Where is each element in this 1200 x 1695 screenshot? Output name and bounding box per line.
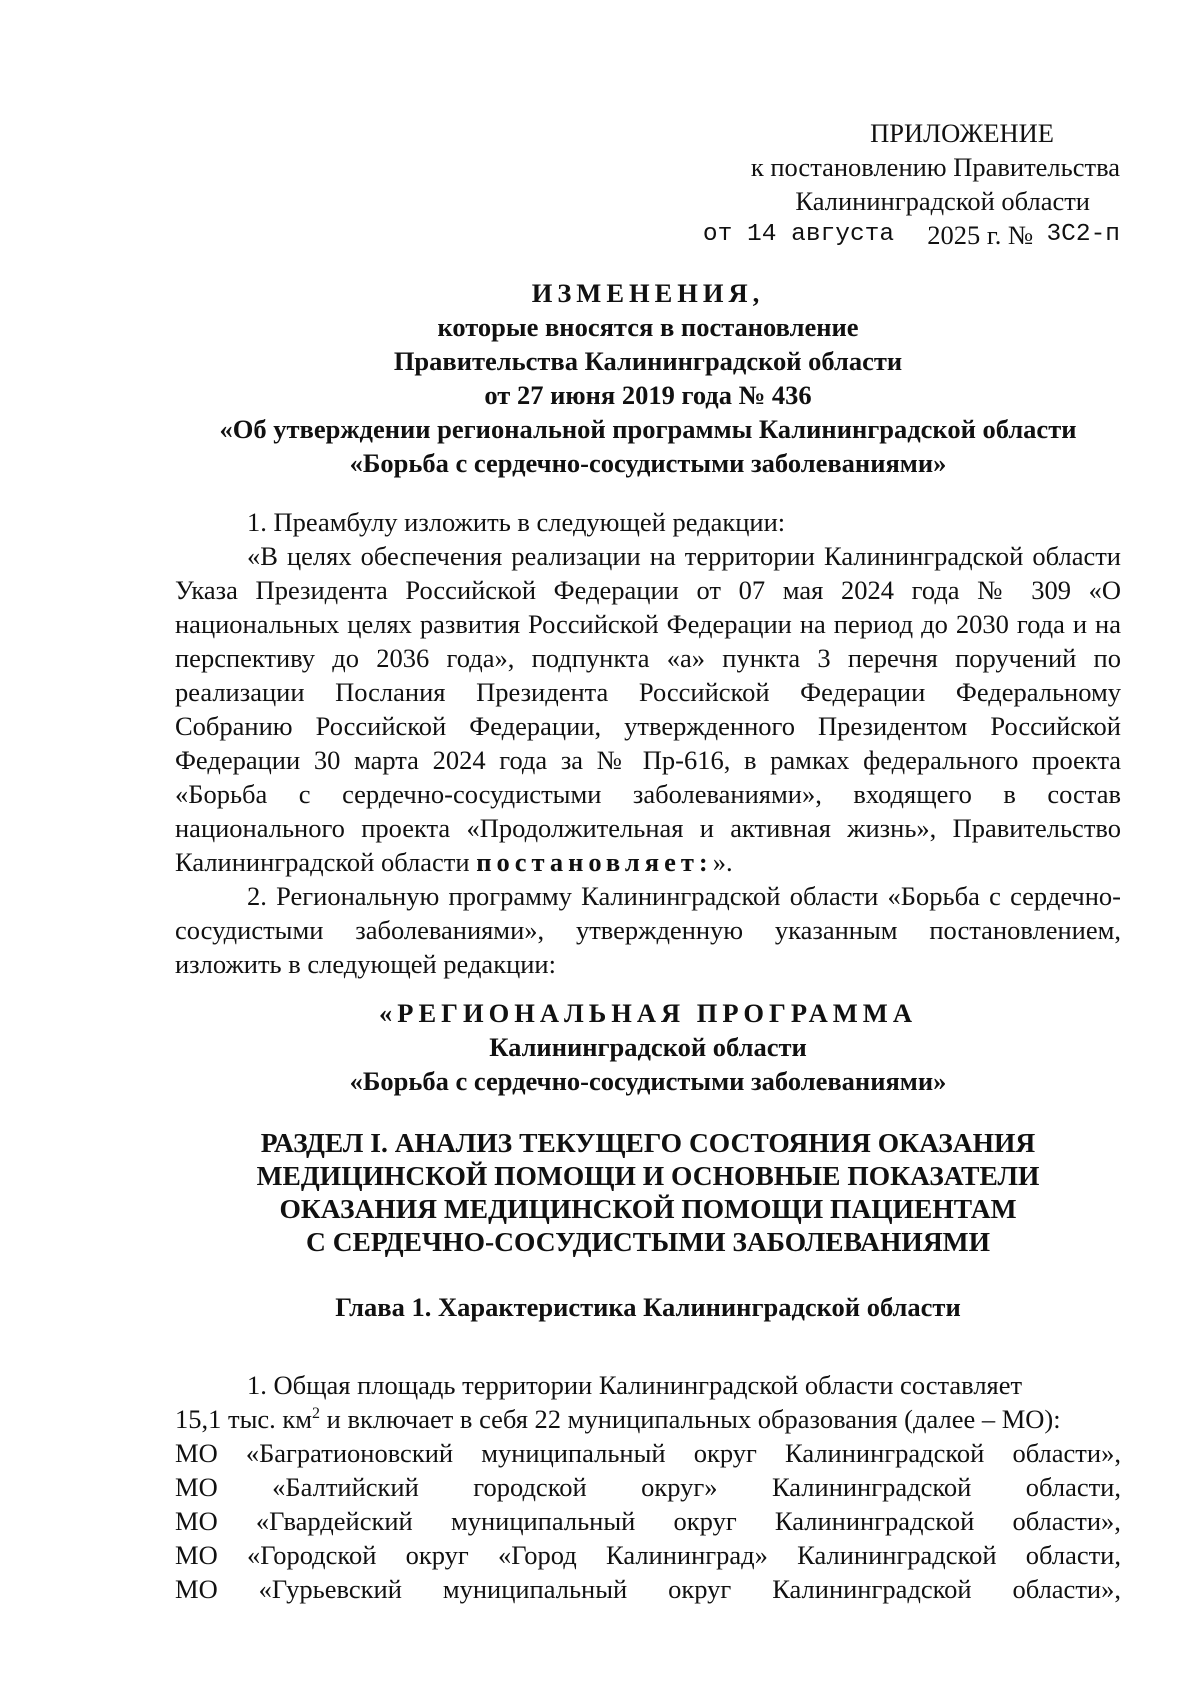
municipality-line — [175, 1470, 1121, 1504]
appendix-title: ПРИЛОЖЕНИЕ — [870, 118, 1054, 148]
appendix-date — [650, 218, 1120, 252]
municipality-word: округ — [693, 1438, 757, 1468]
program-heading: «РЕГИОНАЛЬНАЯ ПРОГРАММА — [379, 998, 917, 1028]
paragraph-2: 2. Региональную программу Калининградской области «Борьба с сердечно-сосудистыми заболеваниями», утвержденную указанным постановлением, изложить в следующей редакции: — [175, 881, 1121, 979]
program-line-1: Калининградской области — [489, 1032, 807, 1062]
changes-title-block — [175, 276, 1121, 480]
municipality-word: округ» — [641, 1472, 718, 1502]
municipality-word: Калининградской — [774, 1506, 975, 1536]
municipality-word: области», — [1012, 1574, 1121, 1604]
territory-mo-count: и включает в себя 22 муниципальных образования (далее – МО): — [320, 1404, 1061, 1434]
appendix-number: 3С2-п — [1046, 221, 1120, 248]
preamble-keyword: постановляет: — [476, 847, 713, 877]
municipality-word: Калининградской — [771, 1472, 972, 1502]
chapter-heading: Глава 1. Характеристика Калининградской области — [335, 1292, 961, 1322]
territory-area-sup: 2 — [312, 1405, 321, 1423]
appendix-date-prefix: от 14 августа — [702, 221, 895, 248]
municipality-line — [175, 1436, 1121, 1470]
municipality-word: Калининград» — [606, 1540, 768, 1570]
territory-line-2 — [175, 1402, 1121, 1436]
program-title-block — [175, 996, 1121, 1098]
amendment-body — [175, 505, 1121, 981]
municipality-word: муниципальный — [481, 1438, 666, 1468]
paragraph-1: 1. Преамбулу изложить в следующей редакции: — [247, 507, 786, 537]
municipality-word: «Город — [498, 1540, 577, 1570]
municipality-word: области», — [1012, 1506, 1121, 1536]
municipality-list — [175, 1436, 1121, 1606]
changes-line-5: «Борьба с сердечно-сосудистыми заболеваниями» — [349, 448, 947, 478]
changes-line-4: «Об утверждении региональной программы Калининградской области — [219, 414, 1077, 444]
changes-line-1: которые вносятся в постановление — [437, 312, 859, 342]
municipality-word: «Городской — [246, 1540, 377, 1570]
changes-line-2: Правительства Калининградской области — [393, 346, 903, 376]
municipality-word: округ — [405, 1540, 469, 1570]
municipality-line — [175, 1504, 1121, 1538]
municipality-word: Калининградской — [785, 1438, 985, 1468]
municipality-word: муниципальный — [450, 1506, 636, 1536]
municipality-word: области, — [1025, 1472, 1121, 1502]
municipality-word: МО — [175, 1438, 218, 1468]
preamble-text: «В целях обеспечения реализации на территории Калининградской области Указа Президента Российской Федерации от 07 мая 2024 года № 309 «О национальных целях развития Российской Федерации на период до 2030 года и на перспективу до 2036 года», подпункта «а» пункта 3 перечня поручений по реализации Послания Президента Российской Федерации Федеральному Собранию Российской Федерации, утвержденного Президентом Российской Федерации 30 марта 2024 года за № Пр-616, в рамках федерального проекта «Борьба с сердечно-сосудистыми заболеваниями», входящего в состав национального проекта «Продолжительная и активная жизнь», Правительство Калининградской области — [175, 541, 1121, 877]
municipality-word: МО — [175, 1574, 218, 1604]
chapter-body — [175, 1368, 1121, 1606]
municipality-word: «Гурьевский — [258, 1574, 402, 1604]
section-line-3: ОКАЗАНИЯ МЕДИЦИНСКОЙ ПОМОЩИ ПАЦИЕНТАМ — [279, 1193, 1017, 1224]
municipality-word: Калининградской — [772, 1574, 972, 1604]
territory-line-1: 1. Общая площадь территории Калининградской области составляет — [247, 1370, 1023, 1400]
municipality-word: «Гвардейский — [255, 1506, 413, 1536]
municipality-word: «Балтийский — [272, 1472, 419, 1502]
section-line-4: С СЕРДЕЧНО-СОСУДИСТЫМИ ЗАБОЛЕВАНИЯМИ — [305, 1226, 991, 1257]
municipality-word: округ — [668, 1574, 732, 1604]
appendix-line-2: Калининградской области — [795, 186, 1090, 216]
municipality-word: МО — [175, 1506, 218, 1536]
section-line-1: РАЗДЕЛ I. АНАЛИЗ ТЕКУЩЕГО СОСТОЯНИЯ ОКАЗАНИЯ — [260, 1127, 1036, 1158]
appendix-date-year: 2025 г. № — [927, 220, 1034, 250]
changes-heading: ИЗМЕНЕНИЯ, — [531, 278, 765, 308]
paragraph-preamble — [175, 539, 1121, 879]
municipality-word: городской — [473, 1472, 587, 1502]
appendix-block — [650, 116, 1120, 252]
changes-line-3: от 27 июня 2019 года № 436 — [484, 380, 812, 410]
section-line-2: МЕДИЦИНСКОЙ ПОМОЩИ И ОСНОВНЫЕ ПОКАЗАТЕЛИ — [256, 1160, 1040, 1191]
municipality-word: области», — [1012, 1438, 1121, 1468]
municipality-word: муниципальный — [442, 1574, 628, 1604]
municipality-line — [175, 1572, 1121, 1606]
program-line-2: «Борьба с сердечно-сосудистыми заболеваниями» — [349, 1066, 947, 1096]
municipality-word: области, — [1025, 1540, 1121, 1570]
municipality-word: Калининградской — [797, 1540, 997, 1570]
municipality-word: МО — [175, 1472, 218, 1502]
section-heading — [175, 1126, 1121, 1258]
territory-area: 15,1 тыс. км — [175, 1404, 313, 1434]
municipality-word: МО — [175, 1540, 218, 1570]
municipality-word: округ — [673, 1506, 737, 1536]
preamble-end: ». — [712, 847, 733, 877]
municipality-line — [175, 1538, 1121, 1572]
municipality-word: «Багратионовский — [245, 1438, 454, 1468]
appendix-line-1: к постановлению Правительства — [750, 152, 1120, 182]
